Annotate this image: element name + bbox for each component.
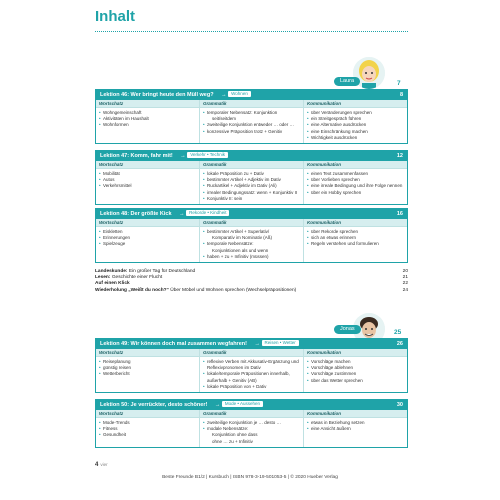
list-item: • Wohnformen <box>99 122 196 128</box>
list-item: • über Vorlieben sprechen <box>307 177 404 183</box>
title-rule <box>95 31 408 32</box>
name-tag-jonas: Jonas <box>334 325 361 334</box>
lesson-title: Lektion 47: Komm, fahr mit! <box>100 153 173 159</box>
arrow-icon: → <box>180 153 186 159</box>
words-column <box>96 219 200 262</box>
list-item: • Regeln verstehen und formulieren <box>307 241 404 247</box>
list-item: • Konjunktiv II: sein <box>203 196 300 202</box>
column-header: Kommunikation <box>304 219 407 227</box>
communication-column <box>304 161 407 204</box>
arrow-icon: → <box>179 211 185 217</box>
list-item: • irrealer Bedingungssatz: wenn + Konjunktiv II <box>203 190 300 196</box>
extras-label: Landeskunde: <box>95 269 128 274</box>
list-item: • haben + zu + Infinitiv (müssen) <box>203 254 300 260</box>
list-item: • Aktivitäten im Haushalt <box>99 116 196 122</box>
words-column <box>96 410 200 447</box>
lesson-title: Lektion 48: Der größte Kick <box>100 211 172 217</box>
extras-list <box>95 269 408 294</box>
column-header: Wortschatz <box>96 349 199 357</box>
list-item: • bestimmter Artikel + Adjektiv im Dativ <box>203 177 300 183</box>
column-header: Wortschatz <box>96 161 199 169</box>
list-item: • Wichtigkeit ausdrücken <box>307 135 404 141</box>
extras-label: Auf einen Klick <box>95 281 130 287</box>
lesson-46 <box>95 89 408 144</box>
list-item: • reflexive Verben mit Akkusativ-Ergänzung und Reflexivpronomen im Dativ <box>203 359 300 371</box>
list-item: • Spielzeuge <box>99 241 196 247</box>
column-header: Grammatik <box>200 161 303 169</box>
grammar-column <box>200 219 304 262</box>
list-item: • ein Streitgespräch führen <box>307 116 404 122</box>
list-item: • eine Einschränkung machen <box>307 129 404 135</box>
lesson-page: 8 <box>399 92 403 98</box>
list-item: Konjunktion ohne dass <box>212 432 258 438</box>
grammar-column <box>200 410 304 447</box>
list-item: • Wohngemeinschaft <box>99 110 196 116</box>
lesson-47 <box>95 150 408 205</box>
list-item: • Vorschläge zustimmen <box>307 371 404 377</box>
arrow-icon: → <box>254 341 260 347</box>
lesson-header <box>96 339 407 349</box>
list-item: • Vorschläge machen <box>307 359 404 365</box>
lesson-title: Lektion 46: Wer bringt heute den Müll weg? <box>100 92 214 98</box>
extras-text: Ein großer Tag für Deutschland <box>128 269 196 274</box>
lesson-header <box>96 90 407 100</box>
list-item: • konzessive Präposition trotz + Genitiv <box>203 129 300 135</box>
lesson-theme: Wohnen <box>228 91 251 97</box>
extras-label: Lesen: <box>95 275 111 281</box>
communication-column <box>304 219 407 262</box>
grammar-column <box>200 100 304 143</box>
lesson-theme: Rekorde • Kindheit <box>186 210 229 216</box>
grammar-column <box>200 349 304 392</box>
list-item: • über ein Hobby sprechen <box>307 190 404 196</box>
lesson-theme: Verkehr • Technik <box>187 152 228 158</box>
column-header: Wortschatz <box>96 410 199 418</box>
column-header: Kommunikation <box>304 410 407 418</box>
list-item: Komparativ im Nominativ (Aß) <box>212 235 273 241</box>
page-title: Inhalt <box>95 8 135 25</box>
words-column <box>96 349 200 392</box>
page-number <box>95 462 108 468</box>
list-item: • zweiteilige Konjunktion je … desto … <box>203 420 300 426</box>
lesson-page: 16 <box>396 211 403 217</box>
name-tag-laura: Laura <box>334 77 360 86</box>
lesson-header <box>96 151 407 161</box>
list-item: • Wetterbericht <box>99 371 196 377</box>
column-header: Kommunikation <box>304 161 407 169</box>
list-item: • Vorschläge ablehnen <box>307 365 404 371</box>
list-item: • Verkehrsmittel <box>99 183 196 189</box>
lesson-theme: Mode • Aussehen <box>222 401 263 407</box>
list-item: • etwas in Beziehung setzen <box>307 420 404 426</box>
list-item: • modale Nebensätze: <box>203 426 300 432</box>
list-item: • eine Ansicht äußern <box>307 426 404 432</box>
list-item: • bestimmter Artikel + Superlativ/ <box>203 229 300 235</box>
page-number-word: vier <box>100 462 108 467</box>
list-item: • Gesundheit <box>99 432 196 438</box>
column-header: Kommunikation <box>304 100 407 108</box>
list-item: Konjunktionen als und wenn <box>212 247 269 253</box>
words-column <box>96 161 200 204</box>
lesson-48 <box>95 208 408 263</box>
extras-page: 24 <box>402 287 408 293</box>
page-number-value: 4 <box>95 462 99 468</box>
lesson-theme: Reisen • Wetter <box>262 340 299 346</box>
list-item: • Mobilität <box>99 171 196 177</box>
extras-row <box>95 288 408 294</box>
lesson-49 <box>95 338 408 393</box>
list-item: • zweiteilige Konjunktion entweder … oder … <box>203 122 300 128</box>
lesson-header <box>96 209 407 219</box>
unit-number-2: 25 <box>394 329 402 336</box>
lesson-page: 30 <box>396 402 403 408</box>
grammar-column <box>200 161 304 204</box>
list-item: • eine Alternative ausdrücken <box>307 122 404 128</box>
list-item: • günstig reisen <box>99 365 196 371</box>
list-item: • einen Text zusammenfassen <box>307 171 404 177</box>
list-item: • Autos <box>99 177 196 183</box>
list-item: • lokale/temporale Präpositionen innerhalb, außerhalb + Genitiv (AB) <box>203 371 300 383</box>
list-item: • Reiseplanung <box>99 359 196 365</box>
list-item: • lokale Präposition von + Dativ <box>203 384 300 390</box>
extras-page: 22 <box>402 281 408 287</box>
extras-page: 21 <box>402 275 408 281</box>
extras-label: Wiederholung „Weißt du noch?“ <box>95 287 169 293</box>
unit-number-1: 7 <box>397 80 401 87</box>
list-item: ohne … zu + Infinitiv <box>212 438 253 444</box>
footer-credit: Beste Freunde B1/2 | Kursbuch | ISBN 978-3-19-501053-5 | © 2020 Hueber Verlag <box>162 475 338 480</box>
list-item: • temporaler Nebensatz: Konjunktion <box>203 110 300 116</box>
communication-column <box>304 100 407 143</box>
arrow-icon: → <box>214 402 221 408</box>
column-header: Wortschatz <box>96 219 199 227</box>
column-header: Grammatik <box>200 219 303 227</box>
column-header: Grammatik <box>200 349 303 357</box>
column-header: Wortschatz <box>96 100 199 108</box>
list-item: • lokale Präposition zu + Dativ <box>203 171 300 177</box>
lesson-page: 26 <box>396 341 403 347</box>
communication-column <box>304 349 407 392</box>
lesson-page: 12 <box>396 153 403 159</box>
lesson-title: Lektion 50: Je verrückter, desto schöner! <box>100 402 208 408</box>
extras-text: Über Möbel und Wohnen sprechen (Wechselpräpositionen) <box>170 287 297 293</box>
arrow-icon: → <box>221 92 227 98</box>
list-item: • Eiskletten <box>99 229 196 235</box>
column-header: Grammatik <box>200 100 303 108</box>
list-item: • Mode-Trends <box>99 420 196 426</box>
communication-column <box>304 410 407 447</box>
list-item: • Ruckartikel + Adjektiv im Dativ (Ali) <box>203 183 300 189</box>
list-item: • über Rekorde sprechen <box>307 229 404 235</box>
words-column <box>96 100 200 143</box>
lesson-title: Lektion 49: Wir können doch mal zusammen wegfahren! <box>100 341 247 347</box>
extras-page: 20 <box>402 269 408 274</box>
extras-text: Geschichte einer Flucht <box>111 275 163 281</box>
list-item: • Erinnerungen <box>99 235 196 241</box>
column-header: Kommunikation <box>304 349 407 357</box>
list-item: • Fitness <box>99 426 196 432</box>
column-header: Grammatik <box>200 410 303 418</box>
list-item: seit/seitdem <box>212 116 237 122</box>
list-item: • sich an etwas erinnern <box>307 235 404 241</box>
list-item: • über Veränderungen sprechen <box>307 110 404 116</box>
list-item: • temporale Nebensätze: <box>203 241 300 247</box>
list-item: • über das Wetter sprechen <box>307 378 404 384</box>
lesson-header <box>96 400 407 410</box>
lesson-50 <box>95 399 408 448</box>
list-item: • eine irreale Bedingung und ihre Folge nennen <box>307 183 404 189</box>
